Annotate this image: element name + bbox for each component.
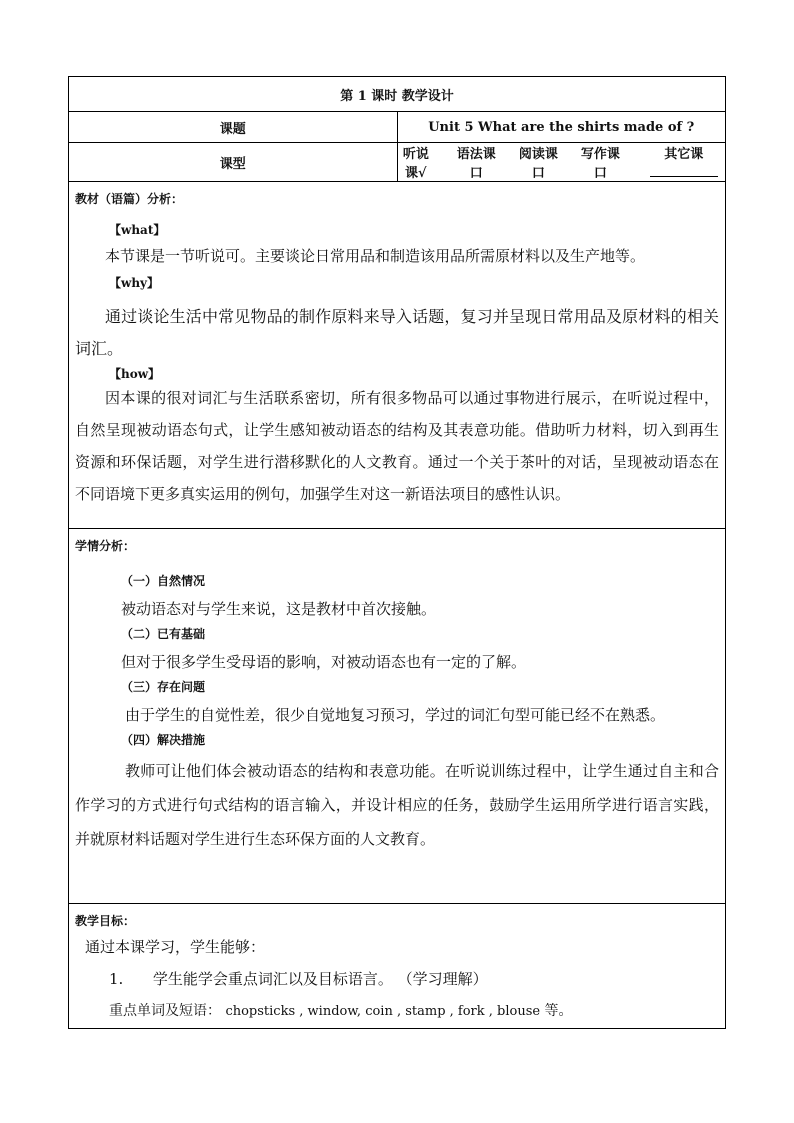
type-writing: 写作课口 — [580, 147, 620, 181]
material-heading: 教材（语篇）分析： — [75, 192, 184, 206]
material-analysis-section — [69, 182, 726, 529]
goal-item-1-number: 1. — [109, 970, 124, 988]
students-heading: 学情分析： — [75, 539, 136, 553]
key-vocabulary-tail: 等。 — [544, 1003, 573, 1019]
type-grammar: 语法课口 — [456, 147, 496, 181]
type-reading: 阅读课口 — [518, 147, 558, 181]
solutions-text: 教师可让他们体会被动语态的结构和表意功能。在听说训练过程中，让学生通过自主和合作学习的方式进行句式结构的语言输入，并设计相应的任务，鼓励学生运用所学进行语言实践，并就原材料话题对学生进行生态环保方面的人文教育。 — [75, 762, 719, 848]
goals-heading: 教学目标： — [75, 914, 136, 928]
lesson-type-label: 课型 — [69, 143, 398, 182]
type-other — [642, 143, 725, 181]
key-vocabulary-label: 重点单词及短语： — [109, 1003, 221, 1019]
natural-situation-text: 被动语态对与学生来说，这是教材中首次接触。 — [121, 600, 437, 618]
student-analysis-section — [69, 529, 726, 904]
document-title: 第 1 课时 教学设计 — [69, 77, 726, 112]
how-tag: 【how】 — [109, 367, 161, 381]
goal-item-1-text: 学生能学会重点词汇以及目标语言。 （学习理解） — [152, 970, 488, 988]
existing-basis-text: 但对于很多学生受母语的影响，对被动语态也有一定的了解。 — [121, 653, 527, 671]
solutions-head: （四）解决措施 — [121, 733, 206, 747]
how-text: 因本课的很对词汇与生活联系密切，所有很多物品可以通过事物进行展示，在听说过程中，自然呈现被动语态句式，让学生感知被动语态的结构及其表意功能。借助听力材料，切入到再生资源和环保话题，对学生进行潜移默化的人文教育。通过一个关于茶叶的对话，呈现被动语态在不同语境下更多真实运用的例句，加强学生对这一新语法项目的感性认识。 — [75, 389, 719, 503]
course-label: 课题 — [69, 112, 398, 143]
key-vocabulary-line — [69, 995, 725, 1028]
why-text: 通过谈论生活中常见物品的制作原料来导入话题，复习并呈现日常用品及原材料的相关词汇。 — [75, 307, 719, 358]
type-other-blank — [650, 164, 718, 177]
lesson-plan-sheet — [68, 76, 726, 1029]
course-value: Unit 5 What are the shirts made of ? — [397, 112, 726, 143]
lesson-type-options — [397, 143, 726, 182]
lesson-plan-table — [68, 76, 726, 1029]
teaching-goals-section — [69, 904, 726, 1029]
why-tag: 【why】 — [109, 276, 160, 290]
existing-basis-head: （二）已有基础 — [121, 627, 206, 641]
goals-intro: 通过本课学习，学生能够： — [85, 938, 266, 956]
type-listening-speaking: 听说课√ — [402, 147, 429, 181]
existing-problems-head: （三）存在问题 — [121, 680, 206, 694]
key-vocabulary-words: chopsticks , window, coin , stamp , fork , blouse — [225, 1004, 541, 1019]
natural-situation-head: （一）自然情况 — [121, 574, 206, 588]
type-other-label: 其它课 — [664, 147, 704, 162]
goal-item-1 — [69, 963, 725, 995]
what-text: 本节课是一节听说可。主要谈论日常用品和制造该用品所需原材料以及生产地等。 — [105, 247, 646, 265]
existing-problems-text: 由于学生的自觉性差，很少自觉地复习预习，学过的词汇句型可能已经不在熟悉。 — [125, 706, 666, 724]
what-tag: 【what】 — [109, 223, 166, 237]
